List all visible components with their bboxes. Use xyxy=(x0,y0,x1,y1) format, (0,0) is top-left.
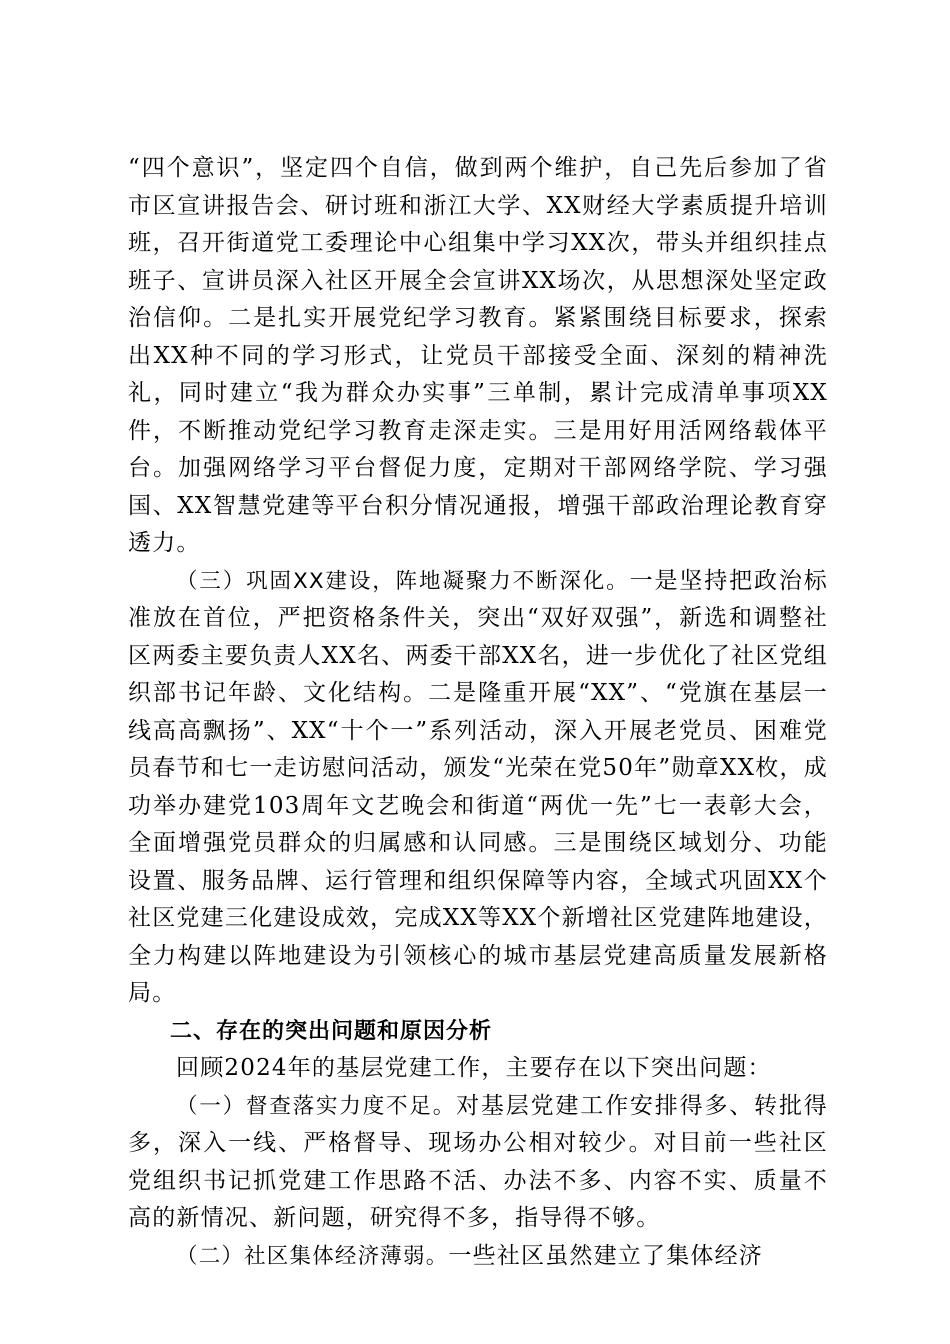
paragraph-problem-1 xyxy=(128,1088,828,1238)
section-heading-consolidate: （三）巩固XX建设，阵地凝聚力不断深化。 xyxy=(176,568,630,594)
section-heading-economy: （二）社区集体经济薄弱。 xyxy=(176,1243,449,1269)
paragraph-review xyxy=(128,1050,828,1088)
paragraph-continuation xyxy=(128,150,828,563)
document-body xyxy=(128,150,828,1275)
paragraph-text: 一是坚持把政治标准放在首位，严把资格条件关，突出“双好双强”，新选和调整社区两委主要负责人XX名、两委干部XX名，进一步优化了社区党组织部书记年龄、文化结构。二是隆重开展“XX”、“党旗在基层一线高高飘扬”、XX“十个一”系列活动，深入开展老党员、困难党员春节和七一走访慰问活动，颁发“光荣在党50年”勋章XX枚，成功举办建党103周年文艺晚会和街道“两优一先”七一表彰大会，全面增强党员群众的归属感和认同感。三是围绕区域划分、功能设置、服务品牌、运行管理和组织保障等内容，全域式巩固XX个社区党建三化建设成效，完成XX等XX个新增社区党建阵地建设，全力构建以阵地建设为引领核心的城市基层党建高质量发展新格局。 xyxy=(128,567,828,1006)
paragraph-section-3 xyxy=(128,563,828,1013)
paragraph-text: “四个意识”，坚定四个自信，做到两个维护，自己先后参加了省市区宣讲报告会、研讨班和浙江大学、XX财经大学素质提升培训班，召开街道党工委理论中心组集中学习XX次，带头并组织挂点班子、宣讲员深入社区开展全会宣讲XX场次，从思想深处坚定政治信仰。二是扎实开展党纪学习教育。紧紧围绕目标要求，探索出XX种不同的学习形式，让党员干部接受全面、深刻的精神洗礼，同时建立“我为群众办实事”三单制，累计完成清单事项XX件，不断推动党纪学习教育走深走实。三是用好用活网络载体平台。加强网络学习平台督促力度，定期对干部网络学院、学习强国、XX智慧党建等平台积分情况通报，增强干部政治理论教育穿透力。 xyxy=(128,155,828,556)
chapter-heading-problems: 二、存在的突出问题和原因分析 xyxy=(170,1018,493,1044)
paragraph-text: 一些社区虽然建立了集体经济 xyxy=(448,1242,764,1269)
paragraph-problem-2 xyxy=(128,1238,828,1276)
paragraph-text: 回顾2024年的基层党建工作，主要存在以下突出问题： xyxy=(176,1055,772,1081)
section-heading-supervision: （一）督查落实力度不足。 xyxy=(176,1093,457,1119)
paragraph-text: 对基层党建工作安排得多、转批得多，深入一线、严格督导、现场办公相对较少。对目前一些社区党组织书记抓党建工作思路不活、办法不多、内容不实、质量不高的新情况、新问题，研究得不多，指导得不够。 xyxy=(128,1092,828,1231)
